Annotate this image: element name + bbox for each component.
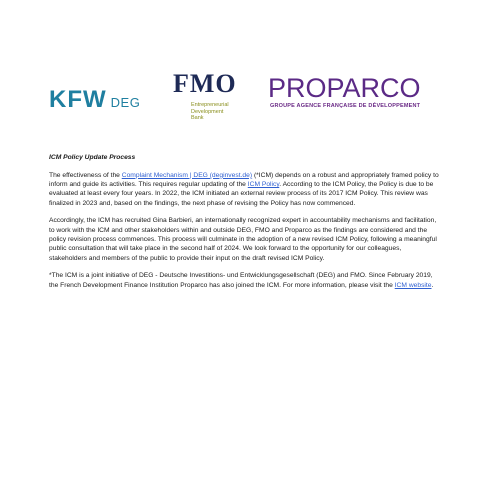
paragraph1-post: . According to the ICM Policy, the Policy is due to be evaluated at least every four years. In 2022, the ICM initiated an external review process of its 2017 ICM Policy. This review was finalized in 2023 and, based on the findings, the next phase of revising the Policy has now commenced. (49, 181, 434, 207)
paragraph1-mid: (*ICM) depends on a robust and appropriately framed policy to inform and guide its activities. This requires regular updating of the (49, 171, 439, 189)
footnote-pre: *The ICM is a joint initiative of DEG - Deutsche Investitions- und Entwicklungsgesellschaft (DEG) and FMO. Since February 2019, the French Development Finance Institution Proparco has also joined the ICM. For more information, please visit the (49, 272, 433, 289)
paragraph-recruitment: Accordingly, the ICM has recruited Gina Barbieri, an internationally recognized expert in accountability mechanisms and facilitation, to work with the ICM and other stakeholders within and outside DEG, FMO and Proparco as the findings are considered and the policy revision process commences. This process will culminate in the adoption of a new revised ICM Policy, following a meaningful public consultation that will take place in the second half of 2024. We look forward to the opportunity for our colleagues, stakeholders and members of the public to provide their input on the draft revised ICM Policy. (49, 217, 437, 262)
proparco-logo-text: PROPARCO (268, 73, 421, 103)
document-body (49, 153, 439, 299)
kfw-logo-text: KFW (49, 86, 107, 113)
proparco-logo (268, 74, 421, 109)
footnote (49, 271, 439, 290)
proparco-tagline: GROUPE AGENCE FRANÇAISE DE DÉVELOPPEMENT (270, 103, 421, 109)
fmo-logo-text: FMO (173, 69, 237, 98)
fmo-logo (173, 70, 237, 122)
fmo-subtitle-line-1: Entrepreneurial (191, 102, 229, 108)
paragraph-effectiveness (49, 171, 439, 208)
complaint-mechanism-link[interactable]: Complaint Mechanism | DEG (deginvest.de) (121, 171, 253, 179)
fmo-subtitle-line-3: Bank (191, 115, 204, 122)
page-title: ICM Policy Update Process (49, 154, 136, 161)
fmo-subtitle-line-2: Development (191, 108, 224, 115)
icm-policy-link[interactable]: ICM Policy (247, 181, 280, 189)
footnote-post: . (431, 281, 434, 289)
kfw-deg-logo (49, 86, 140, 114)
deg-logo-text: DEG (110, 95, 141, 110)
icm-website-link[interactable]: ICM website (394, 281, 432, 289)
logo-bar (0, 68, 482, 138)
paragraph1-pre: The effectiveness of the (49, 171, 122, 179)
